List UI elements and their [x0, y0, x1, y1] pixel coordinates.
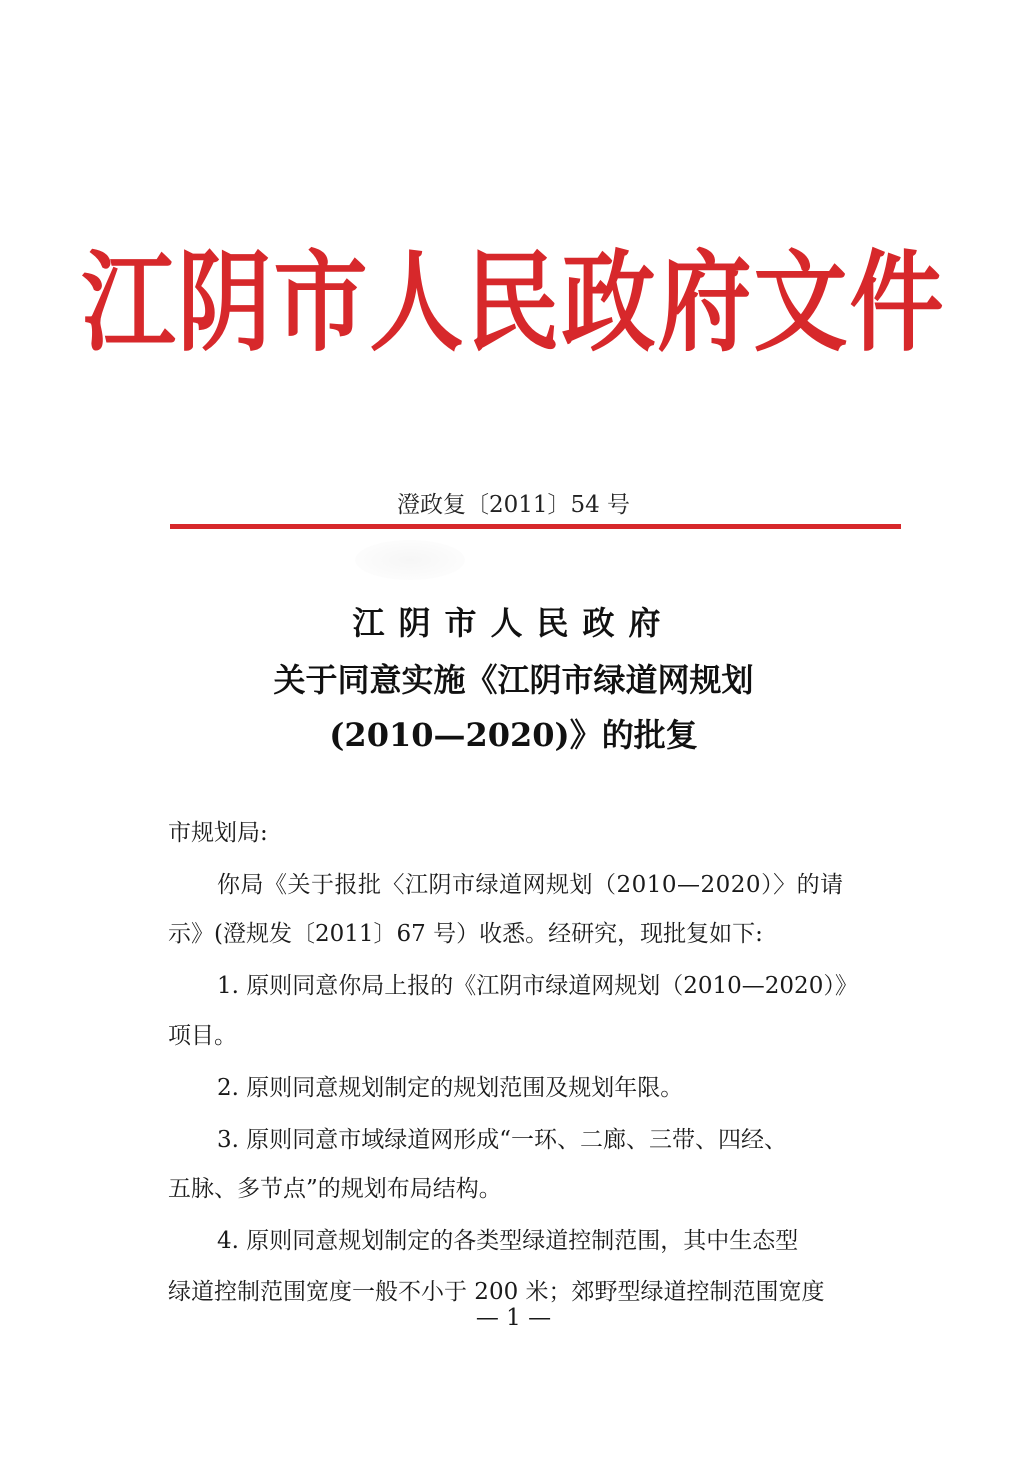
item-3-line-1: 3. 原则同意市域绿道网形成“一环、二廊、三带、四经、	[217, 1127, 788, 1153]
item-3-line-2: 五脉、多节点”的规划布局结构。	[168, 1176, 502, 1202]
faint-seal-mark	[355, 540, 465, 580]
item-4-line-1: 4. 原则同意规划制定的各类型绿道控制范围，其中生态型	[217, 1228, 799, 1254]
salutation: 市规划局:	[168, 820, 268, 846]
item-2: 2. 原则同意规划制定的规划范围及规划年限。	[217, 1075, 684, 1101]
document-masthead: 江阴市人民政府文件	[81, 240, 946, 368]
paragraph-1-line-1: 你局《关于报批〈江阴市绿道网规划（2010—2020）〉的请	[217, 872, 844, 898]
item-1-line-2: 项目。	[168, 1023, 237, 1049]
document-number: 澄政复〔2011〕54 号	[396, 492, 631, 518]
red-divider-line	[170, 524, 901, 529]
item-4-line-2: 绿道控制范围宽度一般不小于 200 米；郊野型绿道控制范围宽度	[168, 1279, 825, 1305]
item-1-line-1: 1. 原则同意你局上报的《江阴市绿道网规划（2010—2020）》	[217, 973, 858, 999]
page-number: — 1 —	[475, 1305, 552, 1331]
document-title-line-3: (2010—2020)》的批复	[329, 716, 698, 754]
paragraph-1-line-2: 示》(澄规发〔2011〕67 号）收悉。经研究，现批复如下:	[168, 921, 763, 947]
document-title-line-2: 关于同意实施《江阴市绿道网规划	[273, 661, 754, 699]
document-title-line-1: 江阴市人民政府	[352, 604, 675, 642]
